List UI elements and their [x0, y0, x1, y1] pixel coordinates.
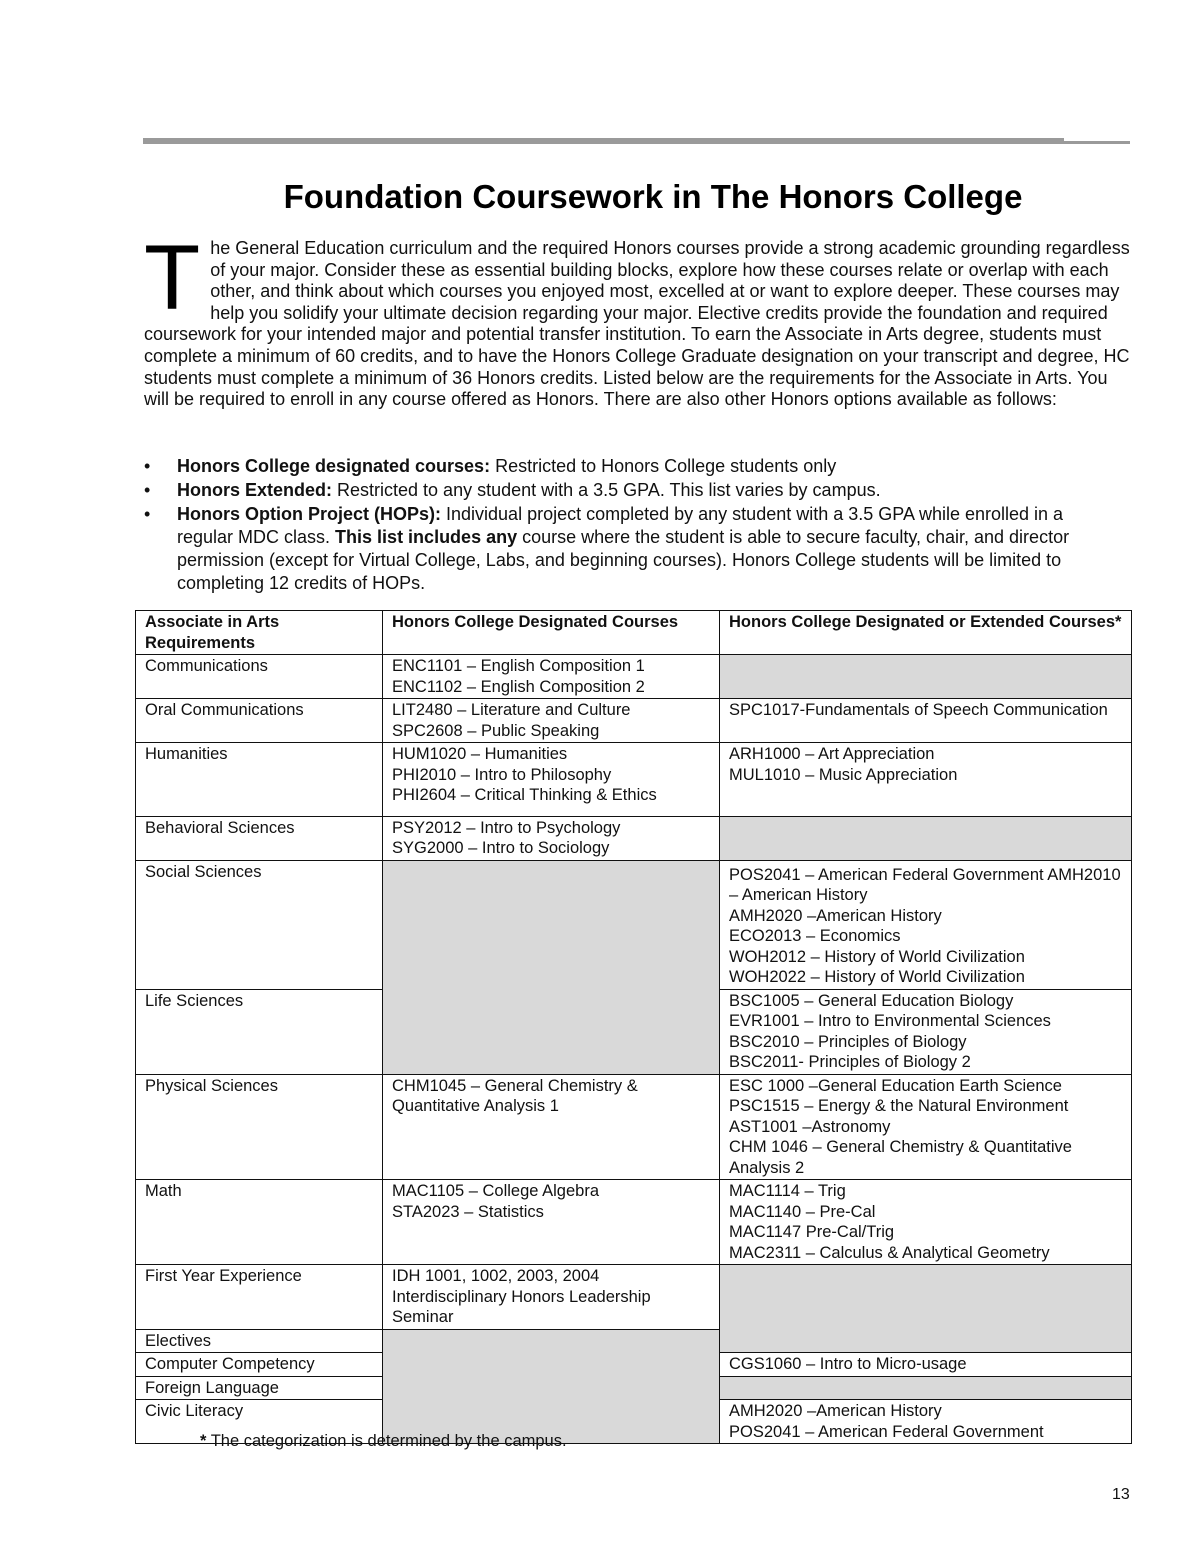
designated-cell: PSY2012 – Intro to Psychology SYG2000 – Intro to Sociology: [383, 816, 720, 860]
extended-cell: CGS1060 – Intro to Micro-usage: [720, 1353, 1132, 1377]
extended-cell: AMH2020 –American History POS2041 – American Federal Government: [720, 1400, 1132, 1444]
page-number: 13: [1112, 1486, 1130, 1503]
requirement-cell: Electives: [136, 1329, 383, 1353]
requirements-table: [135, 610, 1131, 1444]
drop-cap: T: [144, 227, 201, 329]
requirement-cell: Computer Competency: [136, 1353, 383, 1377]
list-item: • Honors Option Project (HOPs): Individual project completed by any student with a 3.5 GPA while enrolled in a regular MDC class. This list includes any course where the student is able to secure faculty, chair, and director permission (except for Virtual College, Labs, and beginning courses). Honors College students will be limited to completing 12 credits of HOPs.: [144, 504, 1070, 593]
table-footnote: [200, 1432, 567, 1451]
table-row: [136, 1180, 1132, 1265]
requirement-cell: Life Sciences: [136, 989, 383, 1074]
designated-cell: MAC1105 – College Algebra STA2023 – Statistics: [383, 1180, 720, 1265]
intro-text: he General Education curriculum and the required Honors courses provide a strong academic grounding regardless of your major. Consider these as essential building blocks, explore how these courses relate or overlap with each other, and think about which courses you enjoyed most, excelled at or want to explore deeper. These courses may help you solidify your ultimate decision regarding your major. Elective credits provide the foundation and required coursework for your intended major and potential transfer institution. To earn the Associate in Arts degree, students must complete a minimum of 60 credits, and to have the Honors College Graduate designation on your transcript and degree, HC students must complete a minimum of 36 Honors credits. Listed below are the requirements for the Associate in Arts. You will be required to enroll in any course offered as Honors. There are also other Honors options available as follows:: [144, 238, 1130, 410]
designated-cell: IDH 1001, 1002, 2003, 2004 Interdisciplinary Honors Leadership Seminar: [383, 1265, 720, 1330]
table-row: [136, 1074, 1132, 1180]
extended-cell-empty: [720, 1376, 1132, 1400]
designated-cell: HUM1020 – Humanities PHI2010 – Intro to Philosophy PHI2604 – Critical Thinking & Ethics: [383, 743, 720, 817]
extended-cell: ARH1000 – Art Appreciation MUL1010 – Music Appreciation: [720, 743, 1132, 817]
bullet-label: Honors Extended:: [177, 480, 333, 500]
designated-cell-empty: [383, 1329, 720, 1444]
header-rule-tail: [1064, 141, 1130, 144]
designated-cell: ENC1101 – English Composition 1 ENC1102 – English Composition 2: [383, 655, 720, 699]
requirement-cell: First Year Experience: [136, 1265, 383, 1330]
table-row: [136, 743, 1132, 817]
bullet-label: Honors College designated courses:: [177, 456, 491, 476]
bullet-text: Restricted to any student with a 3.5 GPA. This list varies by campus.: [332, 480, 881, 500]
extended-cell-empty: [720, 816, 1132, 860]
extended-cell-empty: [720, 655, 1132, 699]
designated-cell-empty: [383, 860, 720, 1074]
extended-cell: BSC1005 – General Education Biology EVR1001 – Intro to Environmental Sciences BSC2010 – Principles of Biology BSC2011- Principles of Biology 2: [720, 989, 1132, 1074]
footnote-text: The categorization is determined by the campus.: [206, 1432, 567, 1450]
table-row: [136, 860, 1132, 989]
intro-paragraph: [144, 227, 1132, 411]
requirement-cell: Social Sciences: [136, 860, 383, 989]
bullet-text: Individual project completed by any student with a 3.5 GPA while enrolled in a regular MDC class.: [177, 504, 1064, 547]
list-item: • Honors Extended: Restricted to any student with a 3.5 GPA. This list varies by campus.: [144, 480, 881, 500]
extended-cell: ESC 1000 –General Education Earth Science PSC1515 – Energy & the Natural Environment AST1001 –Astronomy CHM 1046 – General Chemistry & Quantitative Analysis 2: [720, 1074, 1132, 1180]
designated-cell: CHM1045 – General Chemistry & Quantitative Analysis 1: [383, 1074, 720, 1180]
bullet-label-emphasis: This list includes any: [335, 527, 518, 547]
column-header: Associate in Arts Requirements: [136, 611, 383, 655]
list-item: • Honors College designated courses: Restricted to Honors College students only: [144, 456, 837, 476]
column-header: Honors College Designated or Extended Courses*: [720, 611, 1132, 655]
requirement-cell: Communications: [136, 655, 383, 699]
table-header-row: [136, 611, 1132, 655]
extended-cell: MAC1114 – Trig MAC1140 – Pre-Cal MAC1147 Pre-Cal/Trig MAC2311 – Calculus & Analytical Geometry: [720, 1180, 1132, 1265]
table-row: [136, 655, 1132, 699]
column-header: Honors College Designated Courses: [383, 611, 720, 655]
table-row: [136, 1265, 1132, 1330]
requirement-cell: Foreign Language: [136, 1376, 383, 1400]
extended-cell: SPC1017-Fundamentals of Speech Communication: [720, 699, 1132, 743]
honors-options-list: [144, 455, 1104, 595]
requirement-cell: Oral Communications: [136, 699, 383, 743]
bullet-label: Honors Option Project (HOPs):: [177, 504, 442, 524]
header-rule: [143, 138, 1064, 144]
designated-cell: LIT2480 – Literature and Culture SPC2608 – Public Speaking: [383, 699, 720, 743]
requirement-cell: Behavioral Sciences: [136, 816, 383, 860]
bullet-text: Restricted to Honors College students only: [490, 456, 837, 476]
extended-cell: POS2041 – American Federal Government AMH2010 – American History AMH2020 –American History ECO2013 – Economics WOH2012 – History of World Civilization WOH2022 – History of World Civilization: [720, 860, 1132, 989]
table-row: [136, 816, 1132, 860]
requirement-cell: Humanities: [136, 743, 383, 817]
requirement-cell: Math: [136, 1180, 383, 1265]
requirement-cell: Civic Literacy: [136, 1400, 383, 1444]
requirement-cell: Physical Sciences: [136, 1074, 383, 1180]
footnote-star: *: [200, 1432, 207, 1450]
bullet-text: course where the student is able to secure faculty, chair, and director permission (except for Virtual College, Labs, and beginning courses). Honors College students will be limited to completing 12 credits of HOPs.: [177, 527, 1070, 593]
extended-cell-empty: [720, 1265, 1132, 1353]
table-row: [136, 699, 1132, 743]
page-title: Foundation Coursework in The Honors College: [283, 178, 1023, 215]
